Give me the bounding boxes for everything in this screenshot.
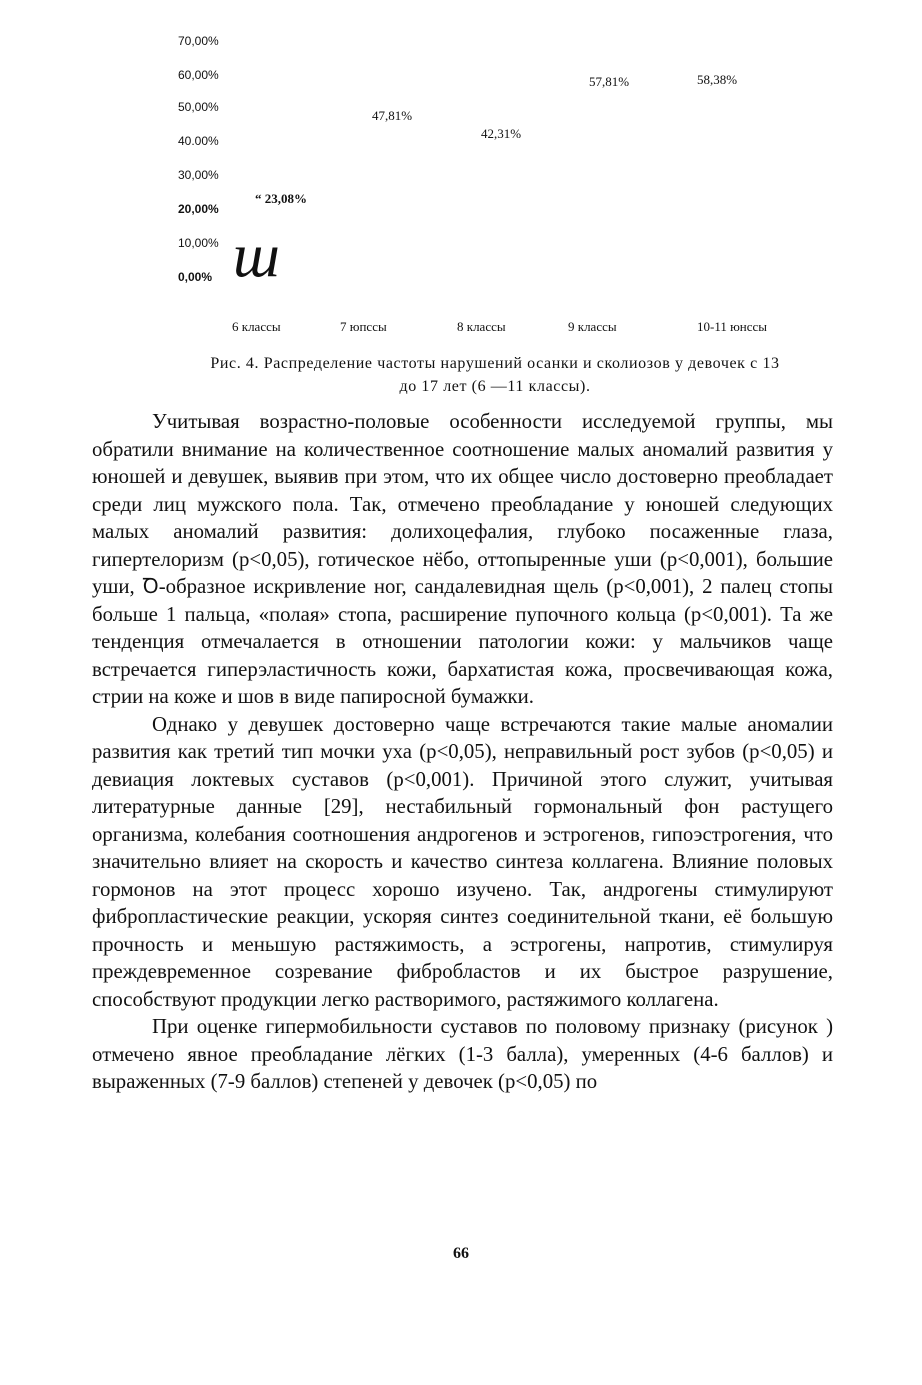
category-label: 9 классы — [568, 319, 617, 334]
scan-artifact-glyph: ш — [233, 222, 280, 290]
data-label: 42,31% — [481, 126, 522, 142]
y-tick-label: 10,00% — [178, 236, 219, 250]
data-label: 47,81% — [372, 107, 413, 123]
bar-chart — [150, 25, 810, 334]
caption-line-2: до 17 лет (6 —11 классы). — [399, 378, 591, 395]
y-tick-label: 60,00% — [178, 68, 219, 82]
y-tick-label: 40.00% — [178, 134, 219, 148]
y-tick-label: 50,00% — [178, 100, 219, 114]
paragraph-3: При оценке гипермобильности суставов по половому признаку (рисунок ) отмечено явное преобладание лёгких (1-3 балла), умеренных (4-6 баллов) и выраженных (7-9 баллов) степеней у девочек (p<0,05) по — [92, 1015, 833, 1093]
data-label: 58,38% — [697, 72, 738, 88]
data-label: “ 23,08% — [255, 191, 307, 207]
y-tick-label: 20,00% — [178, 202, 219, 216]
category-label: 6 классы — [232, 319, 281, 334]
figure-caption — [130, 352, 860, 398]
y-tick-label: 70,00% — [178, 34, 219, 48]
page-number: 66 — [453, 1245, 469, 1262]
caption-line-1: Рис. 4. Распределение частоты нарушений осанки и сколиозов у девочек с 13 — [210, 355, 780, 372]
y-tick-label: 0,00% — [178, 270, 213, 284]
y-tick-label: 30,00% — [178, 168, 219, 182]
data-label: 57,81% — [589, 74, 630, 90]
body-text — [92, 408, 833, 1096]
category-label: 7 юпссы — [340, 319, 387, 334]
paragraph-1: Учитывая возрастно-половые особенности исследуемой группы, мы обратили внимание на количественное соотношение малых аномалий развития у юношей и девушек, выявив при этом, что их общее число достоверно преобладает среди лиц мужского пола. Так, отмечено преобладание у юношей следующих малых аномалий развития: долихоцефалия, глубоко посаженные глаза, гипертелоризм (p<0,05), готическое нёбо, оттопыренные уши (p<0,001), большие уши, Ꝺ-образное искривление ног, сандалевидная щель (p<0,001), 2 палец стопы больше 1 пальца, «полая» стопа, расширение пупочного кольца (p<0,001). Та же тенденция отмечалается в отношении патологии кожи: у мальчиков чаще встречается гиперэластичность кожи, бархатистая кожа, просвечивающая кожа, стрии на коже и шов в виде папиросной бумажки. — [92, 410, 833, 708]
category-label: 10-11 юнссы — [697, 319, 768, 334]
category-label: 8 классы — [457, 319, 506, 334]
paragraph-2: Однако у девушек достоверно чаще встречаются такие малые аномалии развития как третий тип мочки уха (p<0,05), неправильный рост зубов (p<0,05) и девиация локтевых суставов (p<0,001). Причиной этого служит, учитывая литературные данные [29], нестабильный гормональный фон растущего организма, колебания соотношения андрогенов и эстрогенов, гипоэстрогения, что значительно влияет на скорость и качество синтеза коллагена. Влияние половых гормонов на этот процесс хорошо изучено. Так, андрогены стимулируют фибропластические реакции, ускоряя синтез соединительной ткани, её большую прочность и меньшую растяжимость, а эстрогены, напротив, стимулируя преждевременное созревание фибробластов и их быстрое разрушение, способствуют продукции легко растворимого, растяжимого коллагена. — [92, 712, 833, 1011]
